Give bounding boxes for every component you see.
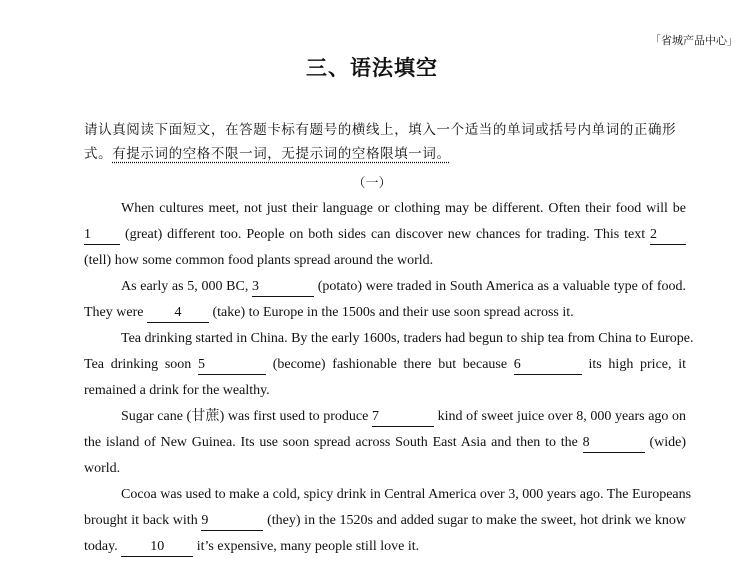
instructions-text-a: 请认真阅读下面短文，在答题卡标有题号的横线上，填入一个适当的单词或括号内单词的正确形	[84, 122, 677, 138]
passage	[84, 196, 694, 560]
blank-10: 10	[121, 538, 193, 557]
text-segment: Tea drinking soon	[84, 357, 192, 372]
text-segment: it’s expensive, many people still love it.	[196, 539, 420, 554]
blank-5: 5	[198, 356, 266, 375]
text-segment: today.	[84, 539, 118, 554]
blank-3: 3	[252, 278, 314, 297]
passage-line	[84, 508, 686, 534]
passage-line: remained a drink for the wealthy.	[84, 383, 270, 398]
instructions	[84, 118, 694, 166]
passage-line: (tell) how some common food plants spread around the world.	[84, 253, 434, 268]
page-title: 三、语法填空	[306, 55, 438, 80]
text-segment: kind of sweet juice over 8, 000 years ago on	[437, 409, 687, 424]
text-segment: its high price, it	[588, 357, 686, 372]
passage-line	[84, 300, 686, 326]
passage-line	[84, 404, 686, 430]
instructions-text-b: 式。	[84, 146, 113, 162]
blank-1: 1	[84, 226, 120, 245]
passage-line	[84, 274, 686, 300]
passage-line	[84, 222, 686, 248]
text-segment: the island of New Guinea. Its use soon spread across South East Asia and then to the	[84, 435, 578, 450]
text-segment: (take) to Europe in the 1500s and their use soon spread across it.	[212, 305, 574, 320]
blank-8: 8	[583, 434, 645, 453]
text-segment: Sugar cane (甘蔗) was first used to produce	[121, 409, 369, 424]
passage-line	[84, 352, 686, 378]
passage-line: Tea drinking started in China. By the early 1600s, traders had begun to ship tea from China to Europe.	[121, 331, 694, 346]
passage-line: world.	[84, 461, 121, 476]
text-segment: As early as 5, 000 BC,	[121, 279, 249, 294]
instructions-text-c: 有提示词的空格不限一词，无提示词的空格限填一词。	[112, 146, 451, 162]
text-segment: (they) in the 1520s and added sugar to make the sweet, hot drink we know	[267, 513, 687, 528]
blank-9: 9	[201, 512, 263, 531]
corner-label: 「省城产品中心」	[650, 34, 738, 47]
blank-2: 2	[650, 226, 686, 245]
text-segment: (great) different too. People on both sides can discover new chances for trading. This text	[124, 227, 646, 242]
passage-line: Cocoa was used to make a cold, spicy drink in Central America over 3, 000 years ago. The Europeans	[121, 487, 692, 502]
passage-line	[84, 534, 686, 560]
text-segment: brought it back with	[84, 513, 198, 528]
text-segment: (potato) were traded in South America as a valuable type of food.	[317, 279, 687, 294]
section-label: （一）	[352, 176, 392, 191]
blank-4: 4	[147, 304, 209, 323]
text-segment: (become) fashionable there but because	[272, 357, 508, 372]
text-segment: They were	[84, 305, 144, 320]
blank-7: 7	[372, 408, 434, 427]
passage-line: When cultures meet, not just their language or clothing may be different. Often their food will be	[121, 201, 686, 216]
blank-6: 6	[514, 356, 582, 375]
passage-line	[84, 430, 686, 456]
text-segment: (wide)	[649, 435, 687, 450]
